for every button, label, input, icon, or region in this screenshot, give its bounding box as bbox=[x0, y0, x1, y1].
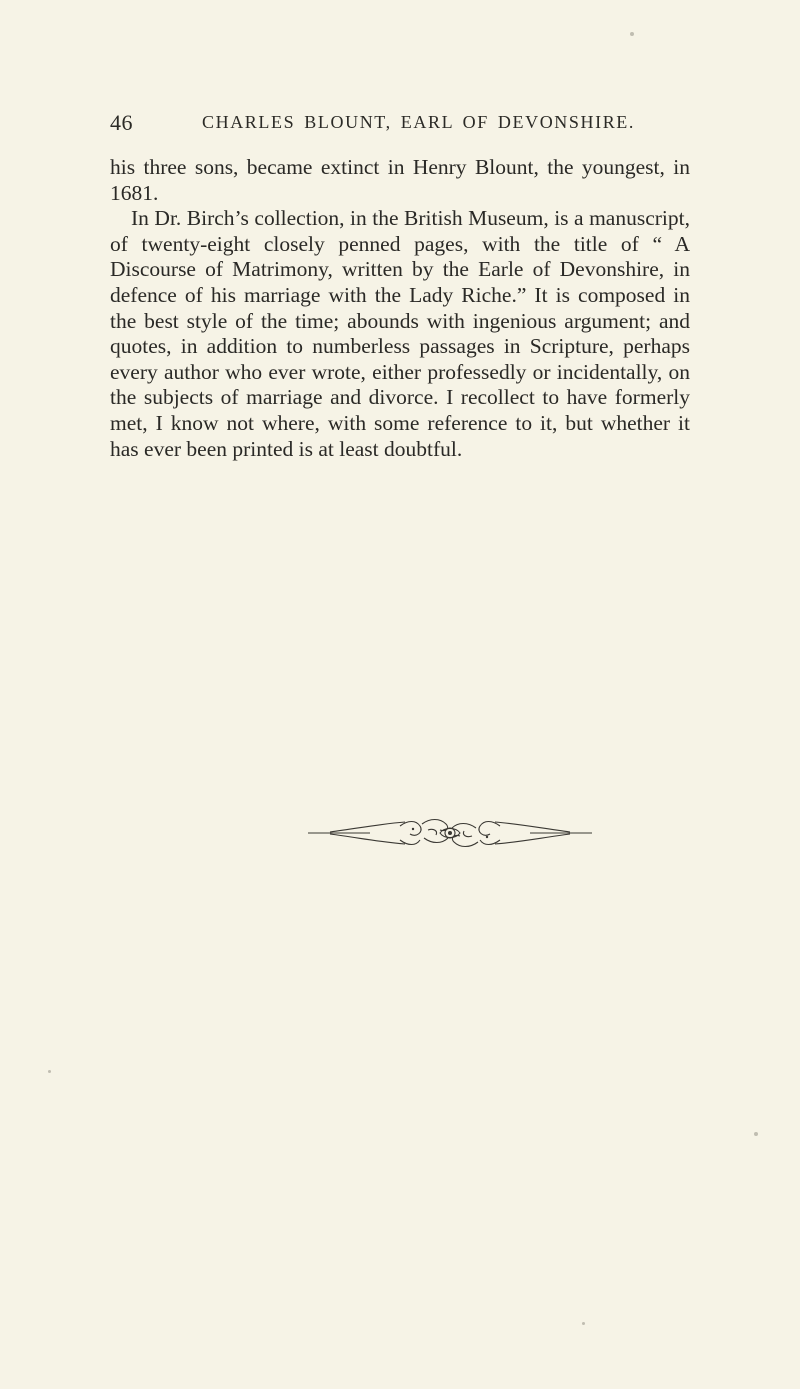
paragraph-continuation: his three sons, became extinct in Henry Blount, the youngest, in 1681. bbox=[110, 155, 690, 205]
paper-speck bbox=[754, 1132, 758, 1136]
body-text bbox=[110, 155, 690, 462]
page-number: 46 bbox=[110, 110, 133, 135]
paper-speck bbox=[630, 32, 634, 36]
running-title: CHARLES BLOUNT, EARL OF DEVONSHIRE. bbox=[202, 112, 636, 132]
paper-speck bbox=[582, 1322, 585, 1325]
paper-speck bbox=[48, 1070, 51, 1073]
paragraph-manuscript: In Dr. Birch’s collection, in the British Museum, is a manuscript, of twenty-eight closely penned pages, with the title of “ A Discourse of Matrimony, written by the Earle of Devonshire, in defence of his marriage with the Lady Riche.” It is composed in the best style of the time; abounds with ingenious argument; and quotes, in addition to numberless passages in Scripture, perhaps every author who ever wrote, either professedly or incidentally, on the subjects of marriage and divorce. I recollect to have formerly met, I know not where, with some reference to it, but whether it has ever been printed is at least doubtful. bbox=[110, 206, 690, 461]
page-header bbox=[110, 110, 685, 140]
decorative-tailpiece-icon bbox=[300, 816, 600, 850]
